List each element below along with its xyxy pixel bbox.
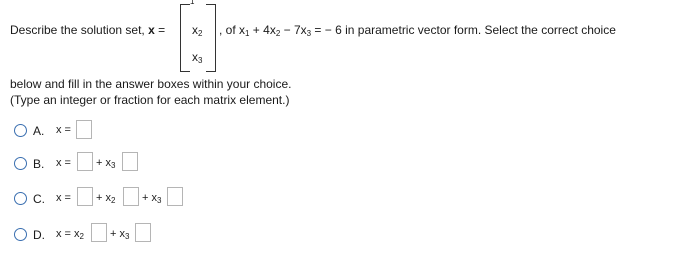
- choice-d-lhs: $x = x_2$: [56, 228, 84, 241]
- radio-choice-a[interactable]: [14, 124, 27, 137]
- choice-c-answer-box-1[interactable]: [77, 187, 93, 206]
- choice-c-plus-x2: + $x_2$: [96, 192, 116, 205]
- vector-entry-x2: $x_2$: [192, 23, 203, 38]
- choice-b-plus-x3: + $x_3$: [96, 157, 116, 170]
- vector-entry-x1-clipped: 1: [190, 0, 195, 6]
- choice-d-letter: D.: [33, 228, 45, 242]
- question-line-2: below and fill in the answer boxes within your choice.: [10, 77, 292, 91]
- choice-a-letter: A.: [33, 124, 45, 138]
- choice-b-answer-box-2[interactable]: [122, 152, 138, 171]
- choice-b-lhs: x =: [56, 157, 71, 169]
- choice-b-answer-box-1[interactable]: [77, 152, 93, 171]
- vector-left-bracket: [180, 4, 190, 72]
- question-instruction: (Type an integer or fraction for each matrix element.): [10, 93, 290, 107]
- question-equation: , of $x_1 + 4x_2 - 7x_3$ = − 6 in parametric vector form. Select the correct choice: [219, 23, 616, 38]
- choice-d-answer-box-1[interactable]: [91, 223, 107, 242]
- radio-choice-c[interactable]: [14, 192, 27, 205]
- choice-c-lhs: x =: [56, 192, 71, 204]
- choice-d-plus-x3: + $x_3$: [110, 228, 130, 241]
- choice-a-lhs: x =: [56, 124, 71, 136]
- equals-sign: =: [154, 23, 166, 37]
- radio-choice-b[interactable]: [14, 157, 27, 170]
- choice-c-answer-box-3[interactable]: [167, 187, 183, 206]
- radio-choice-d[interactable]: [14, 228, 27, 241]
- choice-c-letter: C.: [33, 192, 45, 206]
- vector-entry-x3: $x_3$: [192, 50, 203, 65]
- choice-d-answer-box-2[interactable]: [135, 223, 151, 242]
- question-prefix: [10, 23, 165, 37]
- choice-b-letter: B.: [33, 157, 45, 171]
- vector-right-bracket: [206, 4, 216, 72]
- choice-c-answer-box-2[interactable]: [123, 187, 139, 206]
- question-prefix-text: Describe the solution set,: [10, 23, 149, 37]
- choice-c-plus-x3: + $x_3$: [142, 192, 162, 205]
- choice-a-answer-box[interactable]: [76, 120, 92, 139]
- x-vector-symbol: x: [148, 23, 155, 37]
